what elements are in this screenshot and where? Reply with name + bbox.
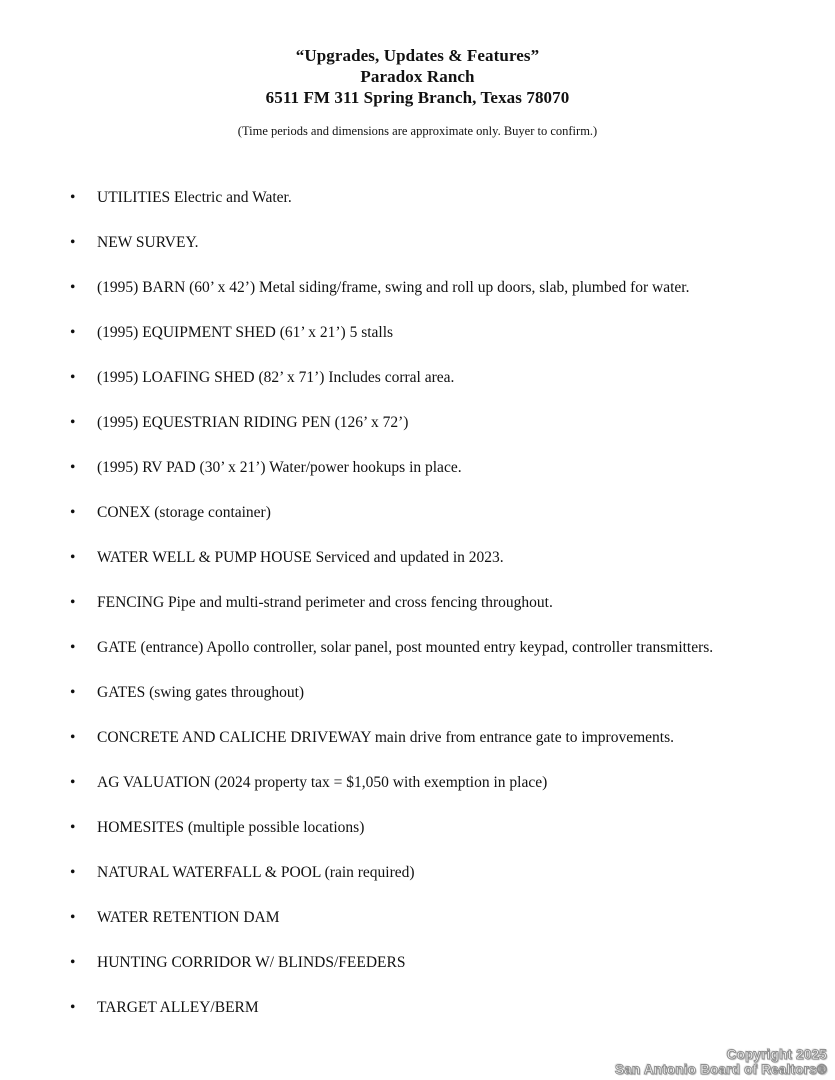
list-item [70, 280, 780, 297]
list-item-text: HUNTING CORRIDOR W/ BLINDS/FEEDERS [97, 954, 406, 971]
list-item-text: NATURAL WATERFALL & POOL (rain required) [97, 864, 415, 881]
bullet-icon: • [70, 819, 76, 836]
property-name: Paradox Ranch [360, 67, 475, 86]
list-item-text: (1995) RV PAD (30’ x 21’) Water/power hookups in place. [97, 459, 462, 476]
list-item-text: HOMESITES (multiple possible locations) [97, 819, 365, 836]
bullet-icon: • [70, 774, 76, 791]
list-item-text: AG VALUATION (2024 property tax = $1,050 with exemption in place) [97, 774, 548, 791]
bullet-icon: • [70, 639, 76, 656]
list-item-text: CONEX (storage container) [97, 504, 271, 521]
realtor-board-line: San Antonio Board of Realtors® [615, 1062, 827, 1077]
list-item-text: (1995) LOAFING SHED (82’ x 71’) Includes corral area. [97, 369, 455, 386]
list-item [70, 370, 780, 387]
copyright-watermark [615, 1047, 827, 1077]
list-item-text: WATER WELL & PUMP HOUSE Serviced and updated in 2023. [97, 549, 504, 566]
bullet-icon: • [70, 954, 76, 971]
list-item [70, 460, 780, 477]
bullet-icon: • [70, 459, 76, 476]
list-item [70, 640, 780, 657]
list-item [70, 595, 780, 612]
bullet-icon: • [70, 234, 76, 251]
list-item-text: CONCRETE AND CALICHE DRIVEWAY main drive from entrance gate to improvements. [97, 729, 674, 746]
list-item [70, 190, 780, 207]
bullet-icon: • [70, 594, 76, 611]
list-item-text: (1995) EQUESTRIAN RIDING PEN (126’ x 72’) [97, 414, 409, 431]
property-address: 6511 FM 311 Spring Branch, Texas 78070 [265, 88, 570, 107]
bullet-icon: • [70, 684, 76, 701]
list-item-text: GATE (entrance) Apollo controller, solar panel, post mounted entry keypad, controller transmitters. [97, 639, 714, 656]
copyright-year-line: Copyright 2025 [726, 1047, 827, 1062]
bullet-icon: • [70, 369, 76, 386]
bullet-icon: • [70, 504, 76, 521]
list-item-text: TARGET ALLEY/BERM [97, 999, 259, 1016]
list-item [70, 550, 780, 567]
list-item [70, 820, 780, 837]
list-item-text: NEW SURVEY. [97, 234, 199, 251]
list-item-text: (1995) EQUIPMENT SHED (61’ x 21’) 5 stalls [97, 324, 394, 341]
document-title: “Upgrades, Updates & Features” [295, 46, 540, 65]
bullet-icon: • [70, 999, 76, 1016]
bullet-icon: • [70, 279, 76, 296]
list-item [70, 775, 780, 792]
bullet-icon: • [70, 189, 76, 206]
list-item [70, 505, 780, 522]
list-item [70, 955, 780, 972]
document-header [0, 0, 835, 139]
list-item [70, 235, 780, 252]
list-item [70, 730, 780, 747]
list-item-text: UTILITIES Electric and Water. [97, 189, 292, 206]
bullet-icon: • [70, 864, 76, 881]
list-item-text: WATER RETENTION DAM [97, 909, 280, 926]
list-item [70, 325, 780, 342]
bullet-icon: • [70, 909, 76, 926]
list-item [70, 1000, 780, 1017]
feature-list [0, 190, 835, 1017]
list-item [70, 685, 780, 702]
list-item-text: (1995) BARN (60’ x 42’) Metal siding/frame, swing and roll up doors, slab, plumbed for water. [97, 279, 690, 296]
bullet-icon: • [70, 729, 76, 746]
disclaimer-note: (Time periods and dimensions are approximate only. Buyer to confirm.) [237, 124, 598, 138]
bullet-icon: • [70, 549, 76, 566]
list-item [70, 415, 780, 432]
bullet-icon: • [70, 324, 76, 341]
list-item [70, 910, 780, 927]
list-item-text: FENCING Pipe and multi-strand perimeter and cross fencing throughout. [97, 594, 553, 611]
bullet-icon: • [70, 414, 76, 431]
list-item-text: GATES (swing gates throughout) [97, 684, 305, 701]
list-item [70, 865, 780, 882]
